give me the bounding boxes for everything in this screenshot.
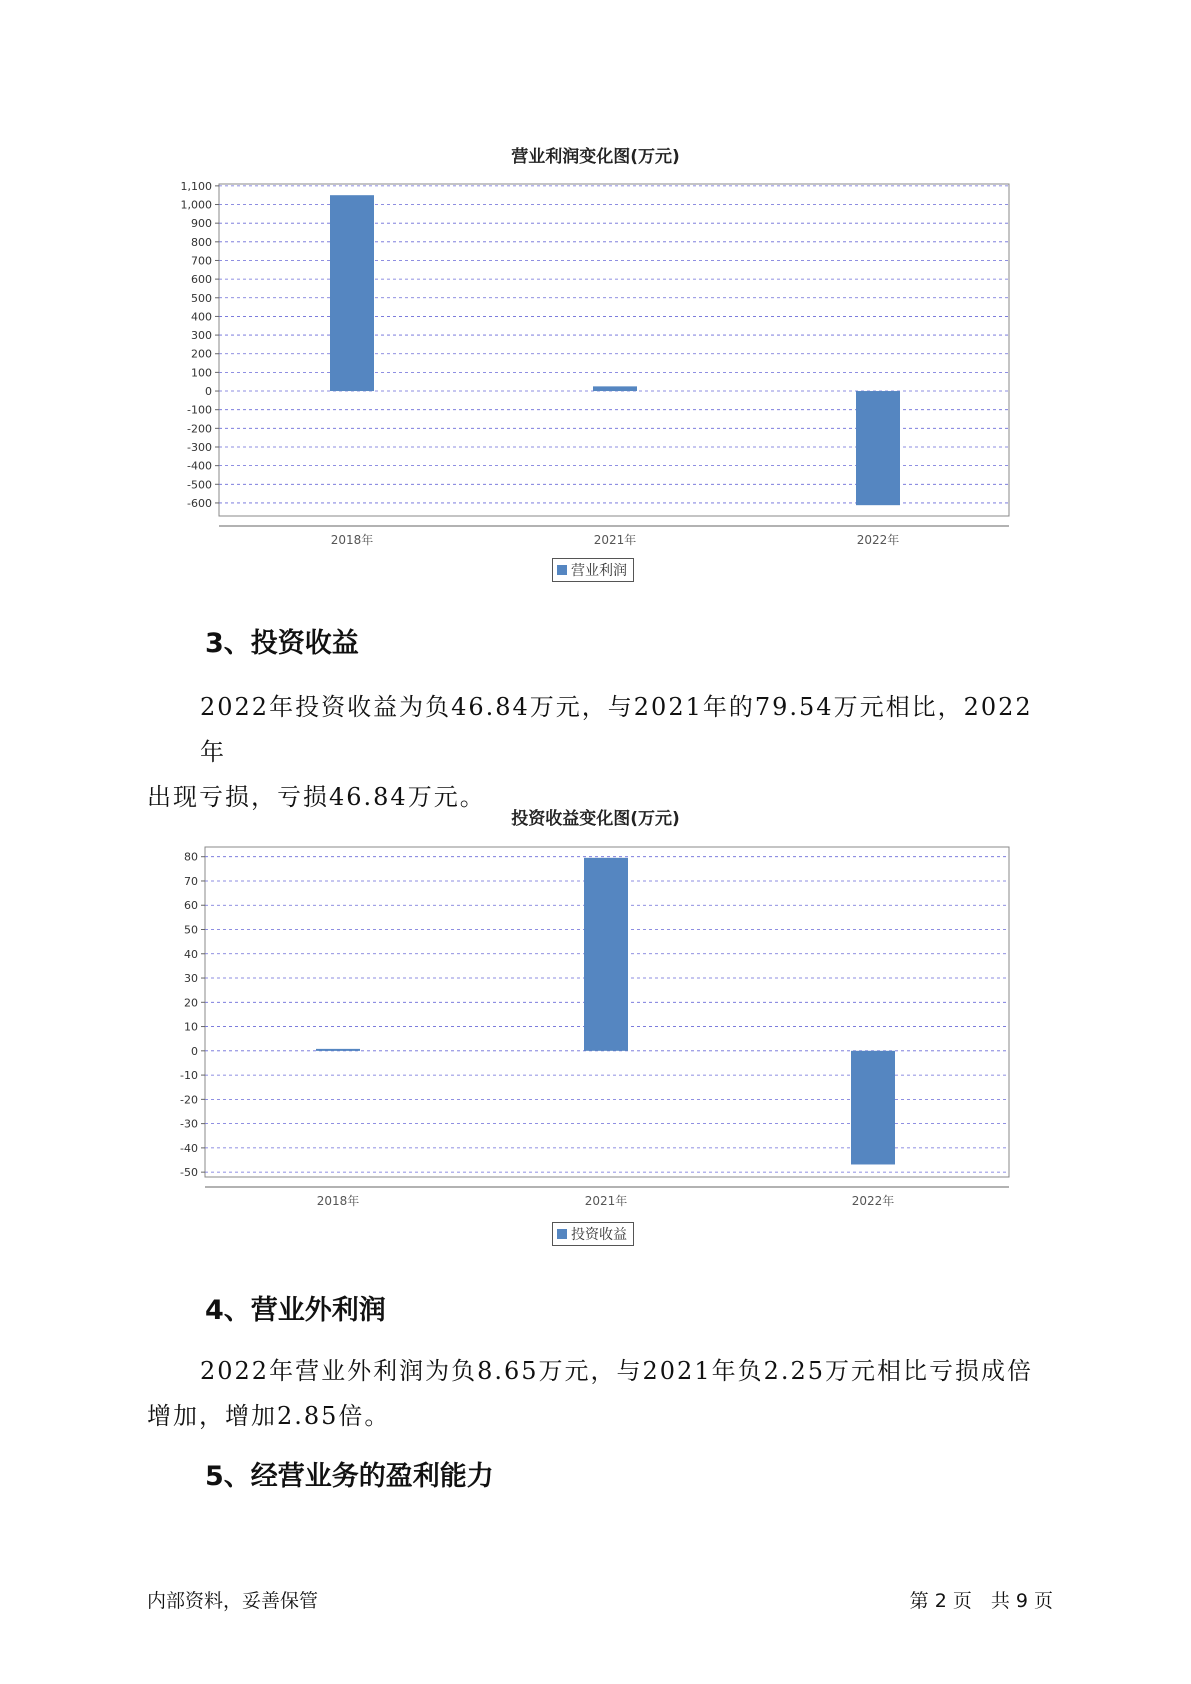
y-tick-label: 10 (184, 1020, 198, 1034)
chart-operating-profit (0, 170, 1191, 550)
bar (851, 1051, 895, 1165)
bar (856, 391, 900, 505)
section-heading-5: 5、经营业务的盈利能力 (205, 1461, 494, 1492)
y-tick-label: 1,000 (180, 198, 212, 212)
x-tick-label: 2022年 (851, 1194, 895, 1208)
legend-swatch-icon (557, 565, 567, 575)
bar (584, 858, 628, 1051)
y-tick-label: -20 (180, 1093, 198, 1107)
bar (316, 1049, 360, 1051)
legend-label: 营业利润 (571, 563, 627, 579)
y-tick-label: -300 (187, 440, 212, 454)
y-tick-label: -100 (187, 403, 212, 417)
y-tick-label: 900 (191, 217, 212, 231)
paragraph-investment-income (147, 685, 1047, 820)
y-tick-label: 20 (184, 996, 198, 1010)
legend-operating-profit (552, 558, 634, 582)
y-tick-label: -40 (180, 1141, 198, 1155)
legend-label: 投资收益 (571, 1227, 627, 1243)
section-heading-4: 4、营业外利润 (205, 1295, 386, 1326)
y-tick-label: -50 (180, 1166, 198, 1180)
y-tick-label: -500 (187, 478, 212, 492)
legend-swatch-icon (557, 1229, 567, 1239)
x-tick-label: 2018年 (316, 1194, 360, 1208)
footer-confidential-note: 内部资料，妥善保管 (147, 1590, 319, 1612)
y-tick-label: -400 (187, 459, 212, 473)
y-tick-label: 100 (191, 366, 212, 380)
legend-investment-income (552, 1222, 634, 1246)
x-tick-label: 2021年 (584, 1194, 628, 1208)
y-tick-label: -30 (180, 1117, 198, 1131)
paragraph-line: 增加，增加2.85倍。 (147, 1402, 391, 1430)
y-tick-label: 800 (191, 235, 212, 249)
y-tick-label: 400 (191, 310, 212, 324)
bar (593, 386, 637, 391)
chart-title-operating-profit: 营业利润变化图(万元) (511, 147, 680, 167)
y-tick-label: 1,100 (180, 179, 212, 193)
y-tick-label: 200 (191, 347, 212, 361)
x-tick-label: 2018年 (330, 533, 374, 547)
paragraph-non-operating-profit (147, 1349, 1047, 1439)
x-tick-label: 2021年 (593, 533, 637, 547)
y-tick-label: -10 (180, 1069, 198, 1083)
y-tick-label: -200 (187, 422, 212, 436)
footer-page-number: 第 2 页 共 9 页 (909, 1590, 1053, 1612)
bar (330, 195, 374, 391)
paragraph-line: 出现亏损，亏损46.84万元。 (147, 783, 486, 811)
y-tick-label: 70 (184, 874, 198, 888)
y-tick-label: 60 (184, 899, 198, 913)
y-tick-label: 50 (184, 923, 198, 937)
y-tick-label: 0 (205, 385, 212, 399)
y-tick-label: 500 (191, 291, 212, 305)
y-tick-label: 30 (184, 972, 198, 986)
x-tick-label: 2022年 (856, 533, 900, 547)
y-tick-label: 80 (184, 850, 198, 864)
paragraph-line: 2022年投资收益为负46.84万元，与2021年的79.54万元相比，2022年 (200, 693, 1033, 766)
paragraph-line: 2022年营业外利润为负8.65万元，与2021年负2.25万元相比亏损成倍 (200, 1357, 1034, 1385)
section-heading-3: 3、投资收益 (205, 628, 359, 659)
y-tick-label: 40 (184, 947, 198, 961)
chart-investment-income (0, 835, 1191, 1215)
y-tick-label: 0 (191, 1044, 198, 1058)
y-tick-label: 700 (191, 254, 212, 268)
y-tick-label: 600 (191, 273, 212, 287)
chart-title-investment-income: 投资收益变化图(万元) (511, 809, 680, 829)
y-tick-label: -600 (187, 496, 212, 510)
y-tick-label: 300 (191, 329, 212, 343)
